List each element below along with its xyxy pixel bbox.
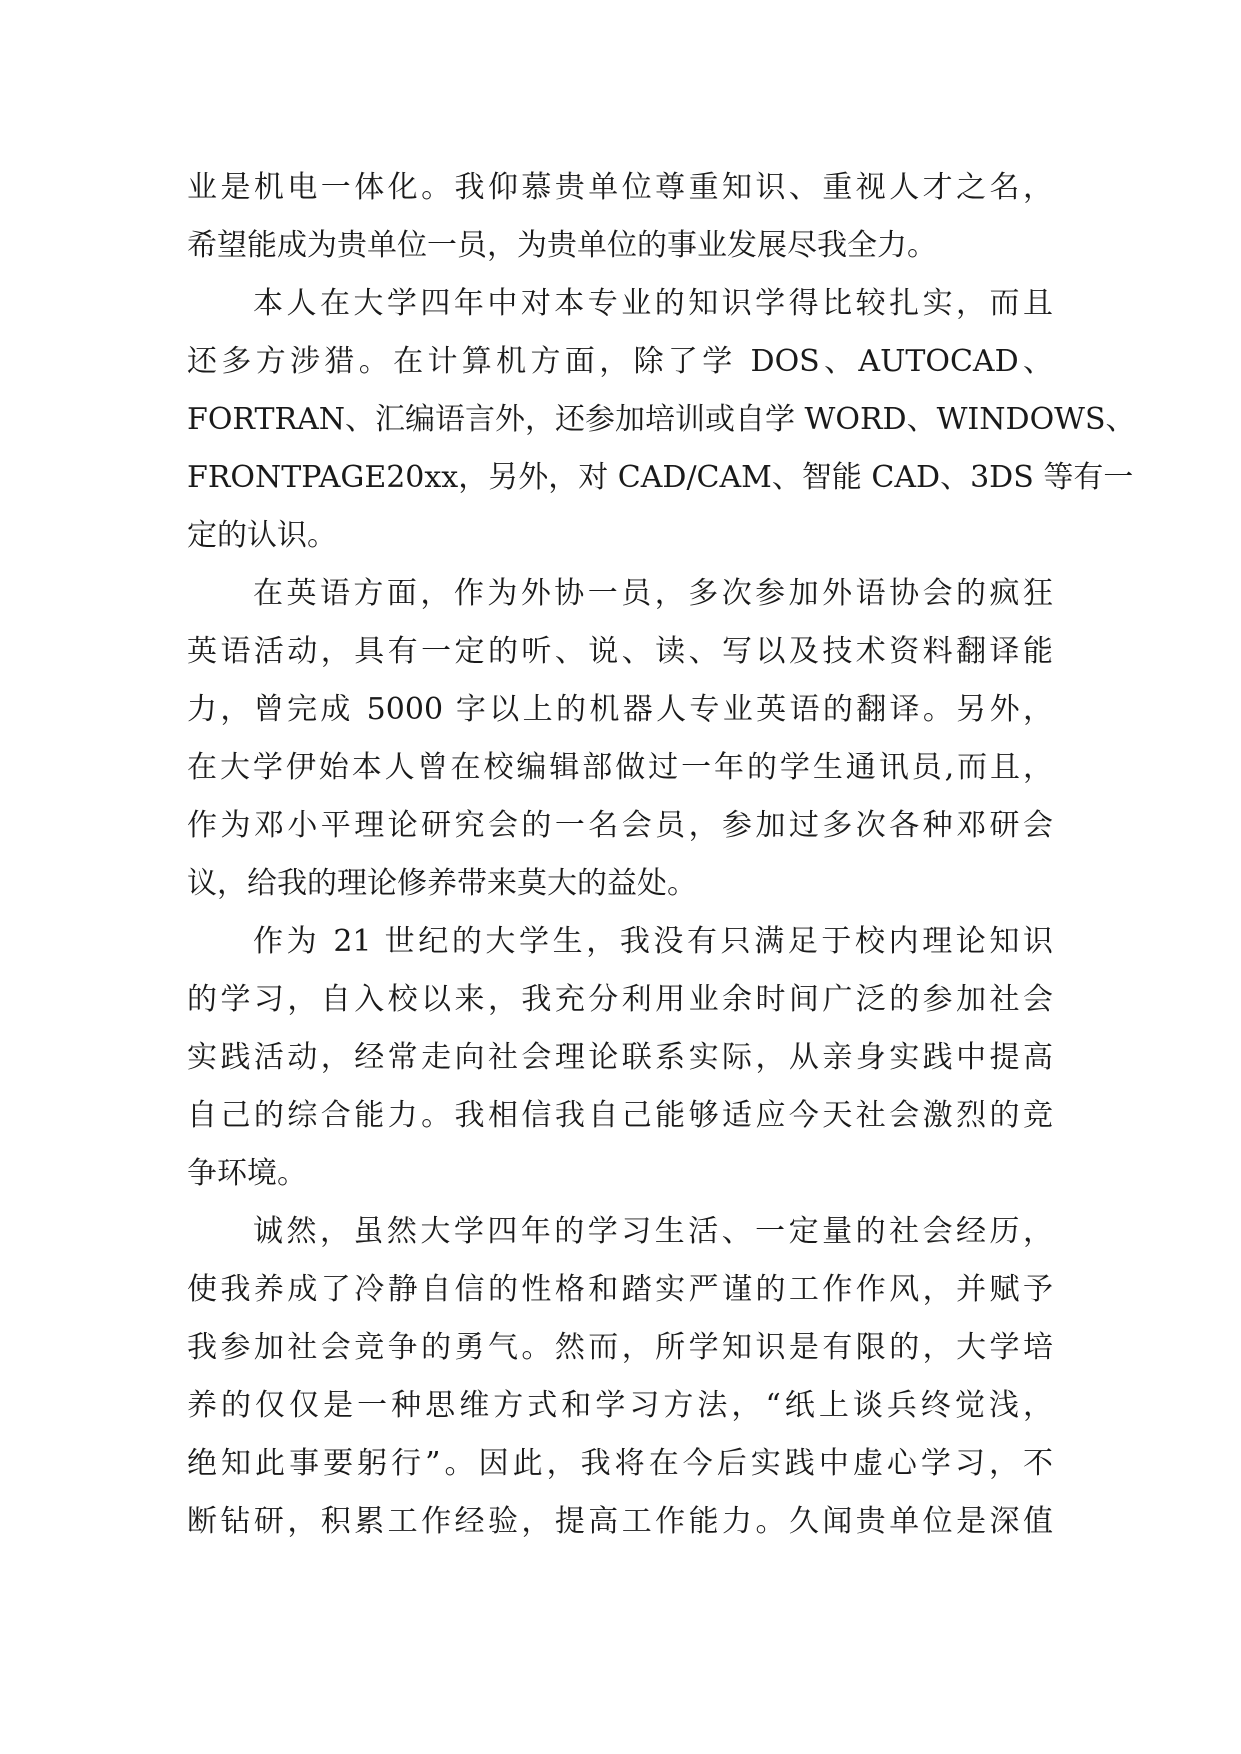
text-line: 作为邓小平理论研究会的一名会员，参加过多次各种邓研会 (187, 808, 1053, 843)
text-line: 我参加社会竞争的勇气。然而，所学知识是有限的，大学培 (187, 1330, 1053, 1365)
paragraph (187, 565, 1053, 913)
text-line: 使我养成了冷静自信的性格和踏实严谨的工作作风，并赋予 (187, 1272, 1053, 1307)
paragraph (187, 913, 1053, 1203)
text-line: 诚然，虽然大学四年的学习生活、一定量的社会经历， (253, 1214, 1053, 1249)
text-line: 争环境。 (187, 1156, 307, 1191)
paragraph (187, 159, 1053, 275)
text-line: 养的仅仅是一种思维方式和学习方法，“纸上谈兵终觉浅， (187, 1388, 1053, 1423)
text-line: 的学习，自入校以来，我充分利用业余时间广泛的参加社会 (187, 982, 1053, 1017)
text-line: 议，给我的理论修养带来莫大的益处。 (187, 866, 697, 901)
text-line: 实践活动，经常走向社会理论联系实际，从亲身实践中提高 (187, 1040, 1053, 1075)
document-body (187, 159, 1136, 1551)
text-line: 力，曾完成 5000 字以上的机器人专业英语的翻译。另外， (187, 692, 1053, 727)
text-line: 绝知此事要躬行”。因此，我将在今后实践中虚心学习，不 (187, 1446, 1053, 1481)
paragraph (187, 275, 1136, 565)
text-line: 本人在大学四年中对本专业的知识学得比较扎实，而且 (253, 286, 1053, 321)
paragraph (187, 1203, 1053, 1551)
text-line: 断钻研，积累工作经验，提高工作能力。久闻贵单位是深值 (187, 1504, 1053, 1539)
text-line: 希望能成为贵单位一员，为贵单位的事业发展尽我全力。 (187, 228, 937, 263)
text-line: 还多方涉猎。在计算机方面，除了学 DOS、AUTOCAD、 (187, 344, 1053, 379)
text-line: 英语活动，具有一定的听、说、读、写以及技术资料翻译能 (187, 634, 1053, 669)
text-line: FORTRAN、汇编语言外，还参加培训或自学 WORD、WINDOWS、 (187, 402, 1136, 437)
text-line: 定的认识。 (187, 518, 337, 553)
text-line: 作为 21 世纪的大学生，我没有只满足于校内理论知识 (253, 924, 1053, 959)
text-line: 业是机电一体化。我仰慕贵单位尊重知识、重视人才之名， (187, 170, 1053, 205)
text-line: FRONTPAGE20xx，另外，对 CAD/CAM、智能 CAD、3DS 等有一 (187, 460, 1134, 495)
text-line: 自己的综合能力。我相信我自己能够适应今天社会激烈的竞 (187, 1098, 1053, 1133)
text-line: 在大学伊始本人曾在校编辑部做过一年的学生通讯员,而且， (187, 750, 1053, 785)
text-line: 在英语方面，作为外协一员，多次参加外语协会的疯狂 (253, 576, 1053, 611)
